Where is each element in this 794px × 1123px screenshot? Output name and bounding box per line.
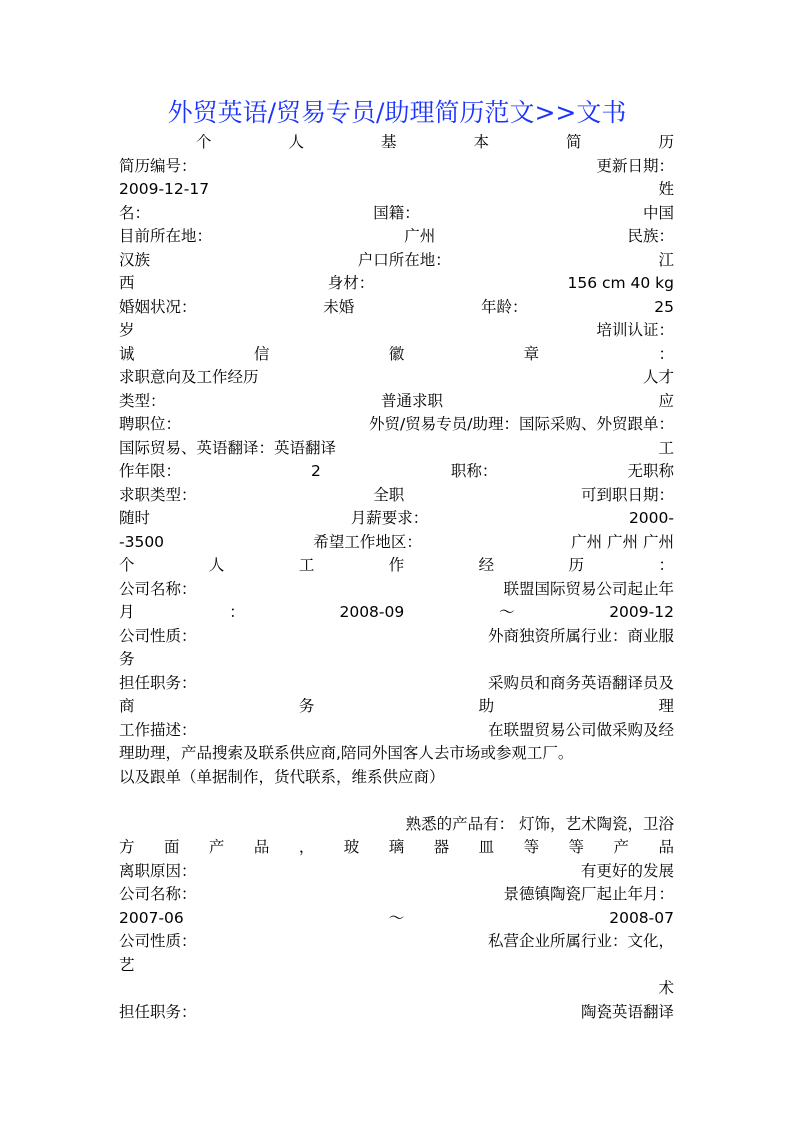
text-segment: 作 (388, 556, 405, 574)
text-segment: 个 (195, 133, 212, 151)
text-line (119, 296, 674, 320)
text-segment: 璃 (388, 838, 405, 856)
text-segment: 156 cm 40 kg (567, 274, 674, 292)
text-segment: 人才 (642, 368, 674, 386)
text-segment: 联盟国际贸易公司起止年 (503, 579, 674, 598)
text-segment: 广州 (404, 227, 436, 245)
text-segment: 基 (380, 133, 397, 151)
text-segment: -3500 (119, 532, 165, 551)
text-segment: 简 (565, 133, 582, 151)
text-segment: 诚 (119, 344, 135, 363)
text-segment: 外商独资所属行业：商业服 (487, 626, 674, 645)
text-segment: 务 (119, 650, 135, 668)
text-segment: 人 (208, 556, 225, 574)
text-line (119, 437, 674, 461)
text-segment: 江 (658, 250, 674, 269)
text-segment: 汉族 (119, 250, 151, 269)
text-segment: 理 (658, 697, 674, 715)
blank-line (119, 789, 674, 813)
text-segment: 担任职务： (119, 1002, 197, 1021)
text-segment: 艺 (119, 955, 135, 974)
text-segment: 等 (523, 838, 540, 856)
text-segment: 在联盟贸易公司做采购及经 (487, 720, 674, 739)
text-segment: 中国 (642, 203, 674, 222)
document-title: 外贸英语/贸易专员/助理简历范文>>文书 (167, 98, 627, 127)
text-line (119, 860, 674, 884)
text-segment: 商 (119, 697, 135, 715)
text-segment: 应 (658, 391, 674, 410)
text-line (119, 484, 674, 508)
text-segment: 2008-09 (339, 603, 405, 621)
text-line (119, 578, 674, 602)
text-segment: 随时 (119, 509, 151, 527)
text-line (119, 319, 674, 343)
text-segment: 婚姻状况： (119, 297, 197, 316)
text-segment: 工 (298, 556, 315, 574)
text-segment: 方 (119, 838, 135, 856)
text-line (119, 907, 674, 931)
text-segment: 25 (654, 297, 674, 316)
text-segment: 公司名称： (119, 885, 197, 903)
text-segment: ： (658, 344, 674, 363)
text-segment: 以及跟单（单据制作，货代联系，维系供应商） (119, 767, 445, 786)
text-segment: 公司名称： (119, 579, 197, 598)
text-line (119, 836, 674, 860)
text-segment: 目前所在地： (119, 227, 213, 245)
text-segment: 类型： (119, 391, 166, 410)
text-segment: 岁 (119, 321, 135, 339)
text-segment: 全职 (373, 485, 405, 504)
text-line (119, 601, 674, 625)
text-segment: 国籍： (373, 203, 420, 222)
text-segment: 2008-07 (609, 908, 674, 927)
text-segment: ～ (498, 603, 515, 621)
text-segment: 玻 (343, 838, 360, 856)
text-segment: 公司性质： (119, 626, 197, 645)
text-line (119, 366, 674, 390)
text-segment: 公司性质： (119, 932, 197, 950)
text-line (119, 883, 674, 907)
text-segment: 未婚 (323, 297, 355, 316)
text-segment: 历 (658, 133, 674, 151)
text-segment: 术 (658, 979, 674, 997)
text-segment: 助 (478, 697, 495, 715)
text-segment: 外贸/贸易专员/助理：国际采购、外贸跟单： (369, 415, 674, 433)
text-segment: 可到职日期： (580, 485, 674, 504)
text-segment: 月薪要求： (350, 509, 429, 527)
text-segment: 简历编号： (119, 156, 197, 175)
text-segment: 离职原因： (119, 861, 197, 880)
text-segment: 人 (288, 133, 304, 151)
text-segment: 职称： (450, 462, 498, 480)
text-segment: 姓 (658, 180, 674, 198)
text-segment: 采购员和商务英语翻译员及 (487, 673, 674, 692)
text-segment: 有更好的发展 (580, 861, 674, 880)
text-segment: 熟悉的产品有： 灯饰，艺术陶瓷，卫浴 (405, 814, 674, 833)
text-segment: 2009-12-17 (119, 180, 210, 198)
text-segment: 信 (253, 344, 270, 363)
text-line (119, 507, 674, 531)
text-line (119, 343, 674, 367)
text-segment: 工 (658, 438, 674, 457)
text-segment: 品 (253, 838, 270, 856)
text-segment: 普通求职 (380, 391, 443, 410)
text-line (119, 977, 674, 1001)
text-line (119, 766, 674, 790)
text-line (119, 719, 674, 743)
text-line (119, 202, 674, 226)
text-segment: 面 (163, 838, 180, 856)
text-segment: 身材： (327, 274, 375, 292)
text-line (119, 648, 674, 672)
text-segment: 求职类型： (119, 485, 197, 504)
text-segment: 国际贸易、英语翻译：英语翻译 (119, 438, 337, 457)
text-line (119, 742, 674, 766)
text-segment: 西 (119, 274, 135, 292)
text-line (119, 225, 674, 249)
text-segment: 希望工作地区： (313, 532, 422, 551)
text-segment: 名： (119, 203, 151, 222)
text-line (119, 695, 674, 719)
text-line (119, 131, 674, 155)
text-line (119, 272, 674, 296)
text-segment: ～ (388, 908, 405, 927)
text-segment: 民族： (627, 227, 674, 245)
text-line (119, 249, 674, 273)
text-line (119, 390, 674, 414)
text-segment: 工作描述： (119, 720, 197, 739)
text-line (119, 554, 674, 578)
text-segment: ： (229, 603, 245, 621)
text-segment: 年龄： (481, 297, 528, 316)
text-line (119, 178, 674, 202)
text-segment: 品 (658, 838, 674, 856)
text-segment: 2007-06 (119, 908, 184, 927)
text-segment: 器 (433, 838, 450, 856)
text-segment: 担任职务： (119, 673, 197, 692)
text-segment: 皿 (478, 838, 495, 856)
text-segment: 无职称 (627, 462, 674, 480)
text-segment: 聘职位： (119, 415, 182, 433)
text-segment: 2009-12 (609, 603, 674, 621)
text-segment: 月 (119, 603, 135, 621)
text-segment: 景德镇陶瓷厂起止年月： (503, 885, 674, 903)
text-segment: 产 (208, 838, 225, 856)
text-line (119, 930, 674, 954)
text-segment: 等 (568, 838, 585, 856)
text-segment: 更新日期： (596, 156, 674, 175)
text-segment: 广州 广州 广州 (571, 532, 674, 551)
text-line (119, 155, 674, 179)
text-segment: 徽 (388, 344, 405, 363)
text-line (119, 813, 674, 837)
text-segment: ： (658, 556, 674, 574)
text-segment: 理助理，产品搜索及联系供应商,陪同外国客人去市场或参观工厂。 (119, 744, 574, 762)
text-line (119, 954, 674, 978)
text-segment: 2 (311, 462, 321, 480)
text-line (119, 625, 674, 649)
text-line (119, 460, 674, 484)
text-segment: ， (298, 838, 315, 856)
resume-body (119, 131, 674, 1024)
text-segment: 作年限： (119, 462, 182, 480)
text-segment: 陶瓷英语翻译 (580, 1002, 674, 1021)
text-segment: 本 (473, 133, 489, 151)
text-line (119, 1001, 674, 1025)
text-segment: 2000- (628, 509, 674, 527)
text-segment: 产 (613, 838, 629, 856)
text-line (119, 672, 674, 696)
text-segment: 私营企业所属行业：文化， (487, 932, 674, 950)
text-segment: 章 (523, 344, 540, 363)
text-segment: 培训认证： (596, 321, 674, 339)
text-segment: 求职意向及工作经历 (119, 368, 259, 386)
text-line (119, 413, 674, 437)
text-segment: 务 (298, 697, 315, 715)
text-line (119, 531, 674, 555)
text-segment: 历 (568, 556, 585, 574)
text-segment: 户口所在地： (357, 250, 451, 269)
text-segment: 个 (119, 556, 135, 574)
text-segment: 经 (478, 556, 495, 574)
